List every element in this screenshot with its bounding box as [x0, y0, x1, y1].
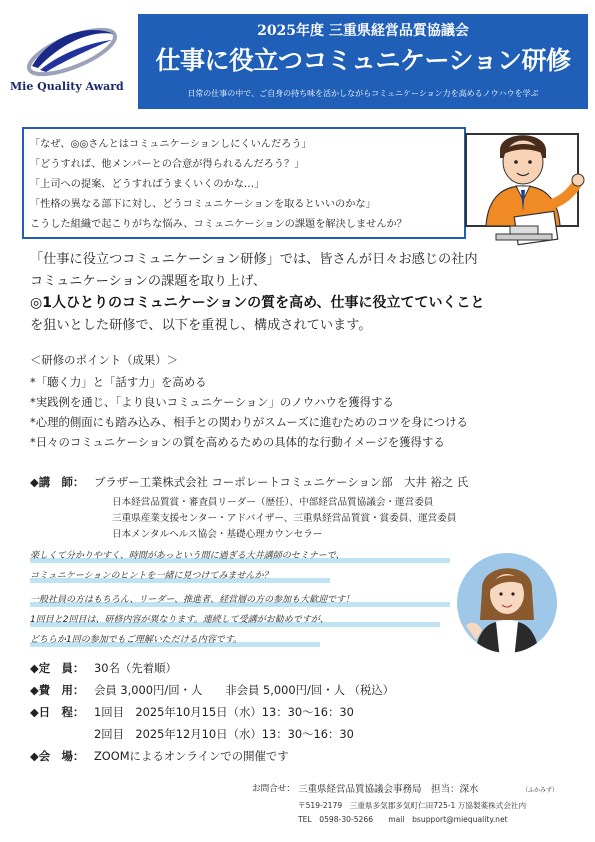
- date-label: ◆日 程：: [30, 705, 85, 719]
- question-item: 「上司への提案、どうすればうまくいくのかな…」: [30, 179, 265, 190]
- intro-highlight: ◎1人ひとりのコミュニケーションの質を高め、仕事に役立てていくこと: [30, 295, 485, 311]
- header-subtitle: 2025年度 三重県経営品質協議会: [257, 23, 469, 39]
- contact-address: 〒519-2179 三重県多気郡多気町仁田725-1 万協製薬株式会社内: [298, 801, 527, 810]
- venue-value: ZOOMによるオンラインでの開催です: [94, 749, 289, 763]
- message-line: 楽しくて分かりやすく、時間があっという間に過ぎる大井講師のセミナーで、: [30, 551, 345, 561]
- intro-line: コミュニケーションの課題を取り上げ、: [30, 274, 267, 289]
- intro-line: 「仕事に役立つコミュニケーション研修」では、皆さんが日々お感じの社内: [30, 252, 478, 267]
- question-summary: こうした組織で起こりがちな悩み、コミュニケーションの課題を解決しませんか？: [30, 219, 407, 230]
- message-line: コミュニケーションのヒントを一緒に見つけてみませんか？: [30, 571, 273, 581]
- logo-swoosh-icon: [22, 22, 122, 80]
- contact-tel-mail: TEL 0598-30-5266 mail bsupport@miequality.net: [298, 815, 508, 824]
- header-tagline: 日常の仕事の中で、ご自身の持ち味を活かしながらコミュニケーション力を高めるノウハウを学ぶ: [187, 89, 539, 98]
- invitation-message: [30, 544, 450, 646]
- woman-portrait-icon: [452, 550, 562, 656]
- capacity-label: ◆定 員：: [30, 661, 85, 675]
- question-item: 「性格の異なる部下に対し、どうコミュニケーションを取るといいのかな」: [30, 199, 376, 210]
- message-line: どちらか1回の参加でもご理解いただける内容です。: [30, 635, 243, 645]
- venue-label: ◆会 場：: [30, 749, 85, 763]
- date-first-session: 1回目 2025年10月15日（水）13：30〜16：30: [94, 705, 354, 719]
- question-item: 「どうすれば、他メンバーとの合意が得られるんだろう？」: [30, 159, 305, 170]
- contact-org: 三重県経営品質協議会事務局 担当：深水: [298, 784, 479, 795]
- points-heading: ＜研修のポイント（成果）＞: [30, 353, 179, 367]
- message-line: 1回目と2回目は、研修内容が異なります。連続して受講がお勧めですが、: [30, 615, 329, 625]
- contact-ruby: （ふかみず）: [522, 787, 559, 794]
- woman-illustration: [452, 550, 562, 656]
- lecturer-label: ◆講 師：: [30, 475, 85, 489]
- fee-value: 会員 3,000円/回・人 非会員 5,000円/回・人 （税込）: [94, 683, 395, 697]
- question-item: 「なぜ、◎◎さんとはコミュニケーションしにくいんだろう」: [30, 139, 312, 150]
- header-banner: [138, 14, 588, 109]
- questions-box: [22, 127, 466, 239]
- date-second-session: 2回目 2025年12月10日（水）13：30〜16：30: [94, 727, 354, 741]
- point-item: *実践例を通じ、「より良いコミュニケーション」のノウハウを獲得する: [30, 395, 394, 409]
- message-line: 一般社員の方はもちろん、リーダー、推進者、経営層の方の参加も大歓迎です！: [30, 595, 355, 605]
- point-item: *「聴く力」と「話す力」を高める: [30, 375, 207, 389]
- logo: [10, 22, 130, 102]
- lecturer-credential: 日本メンタルヘルス協会・基礎心理カウンセラー: [112, 529, 323, 540]
- logo-text: Mie Quality Award: [10, 80, 124, 93]
- point-item: *心理的側面にも踏み込み、相手との関わりがスムーズに進むためのコツを身につける: [30, 415, 468, 429]
- page-title: 仕事に役立つコミュニケーション研修: [155, 46, 571, 75]
- intro-line: を狙いとした研修で、以下を重視し、構成されています。: [30, 318, 372, 333]
- lecturer-name: ブラザー工業株式会社 コーポレートコミュニケーション部 大井 裕之 氏: [94, 475, 469, 489]
- presenter-on-monitor-icon: [460, 120, 588, 255]
- fee-label: ◆費 用：: [30, 683, 85, 697]
- capacity-value: 30名（先着順）: [94, 661, 177, 675]
- presenter-illustration: [460, 120, 588, 255]
- contact-label: お問合せ：: [252, 784, 295, 794]
- lecturer-credential: 三重県産業支援センター・アドバイザー、三重県経営品質賞・賞委員、運営委員: [112, 513, 457, 524]
- point-item: *日々のコミュニケーションの質を高めるための具体的な行動イメージを獲得する: [30, 435, 445, 449]
- lecturer-credential: 日本経営品質賞・審査員リーダー（歴任）、中部経営品質協議会・運営委員: [112, 497, 434, 508]
